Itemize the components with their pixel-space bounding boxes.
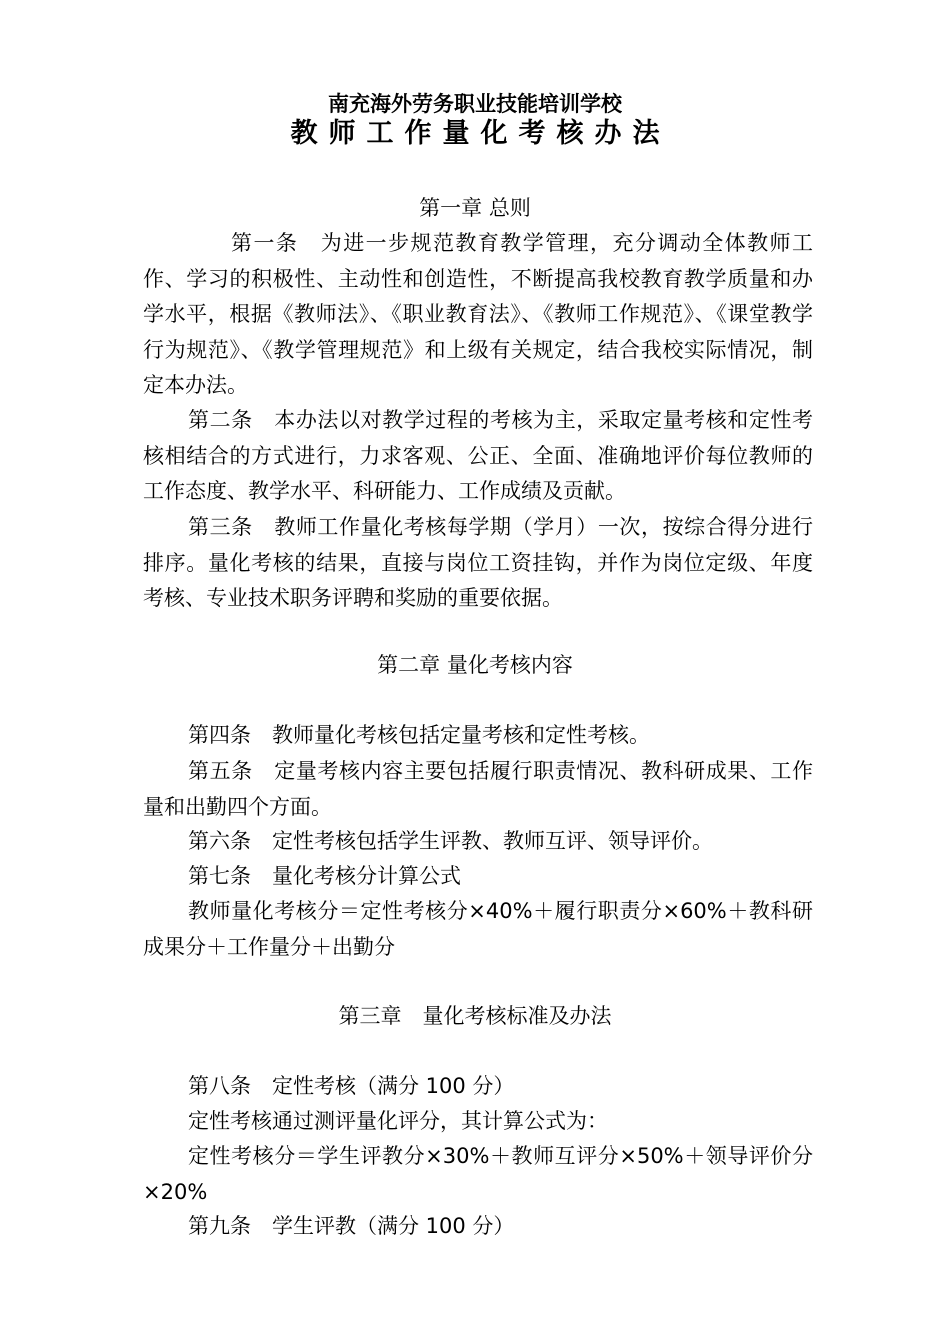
document-title: 教师工作量化考核办法	[290, 118, 671, 149]
article3-paragraph: 第三条 教师工作量化考核每学期（学月）一次，按综合得分进行排序。量化考核的结果，直接与岗位工资挂钩，并作为岗位定级、年度考核、专业技术职务评聘和奖励的重要依据。	[143, 515, 813, 610]
school-name: 南充海外劳务职业技能培训学校	[328, 92, 622, 116]
article2-paragraph: 第二条 本办法以对教学过程的考核为主，采取定量考核和定性考核相结合的方式进行，力求客观、公正、全面、准确地评价每位教师的工作态度、教学水平、科研能力、工作成绩及贡献。	[143, 408, 813, 503]
article8-paragraph: 第八条 定性考核（满分 100 分）	[188, 1074, 515, 1098]
article4-paragraph: 第四条 教师量化考核包括定量考核和定性考核。	[188, 723, 650, 747]
article9-paragraph: 第九条 学生评教（满分 100 分）	[188, 1214, 515, 1238]
chapter1-heading: 第一章 总则	[419, 196, 531, 220]
article7-paragraph: 第七条 量化考核分计算公式	[188, 864, 461, 888]
article8-formula: 定性考核分＝学生评教分×30%＋教师互评分×50%＋领导评价分×20%	[143, 1144, 813, 1204]
chapter2-heading: 第二章 量化考核内容	[377, 653, 573, 677]
article5-paragraph: 第五条 定量考核内容主要包括履行职责情况、教科研成果、工作量和出勤四个方面。	[143, 759, 813, 819]
article8-text: 定性考核通过测评量化评分，其计算公式为：	[188, 1109, 608, 1133]
article6-paragraph: 第六条 定性考核包括学生评教、教师互评、领导评价。	[188, 829, 713, 853]
article1-paragraph: 第一条 为进一步规范教育教学管理，充分调动全体教师工作、学习的积极性、主动性和创造性，不断提高我校教育教学质量和办学水平，根据《教师法》、《职业教育法》、《教师工作规范》、《课堂教学行为规范》、《教学管理规范》和上级有关规定，结合我校实际情况，制定本办法。	[143, 231, 813, 397]
chapter3-heading: 第三章 量化考核标准及办法	[338, 1004, 612, 1028]
formula-paragraph: 教师量化考核分＝定性考核分×40%＋履行职责分×60%＋教科研成果分＋工作量分＋出勤分	[143, 899, 813, 959]
